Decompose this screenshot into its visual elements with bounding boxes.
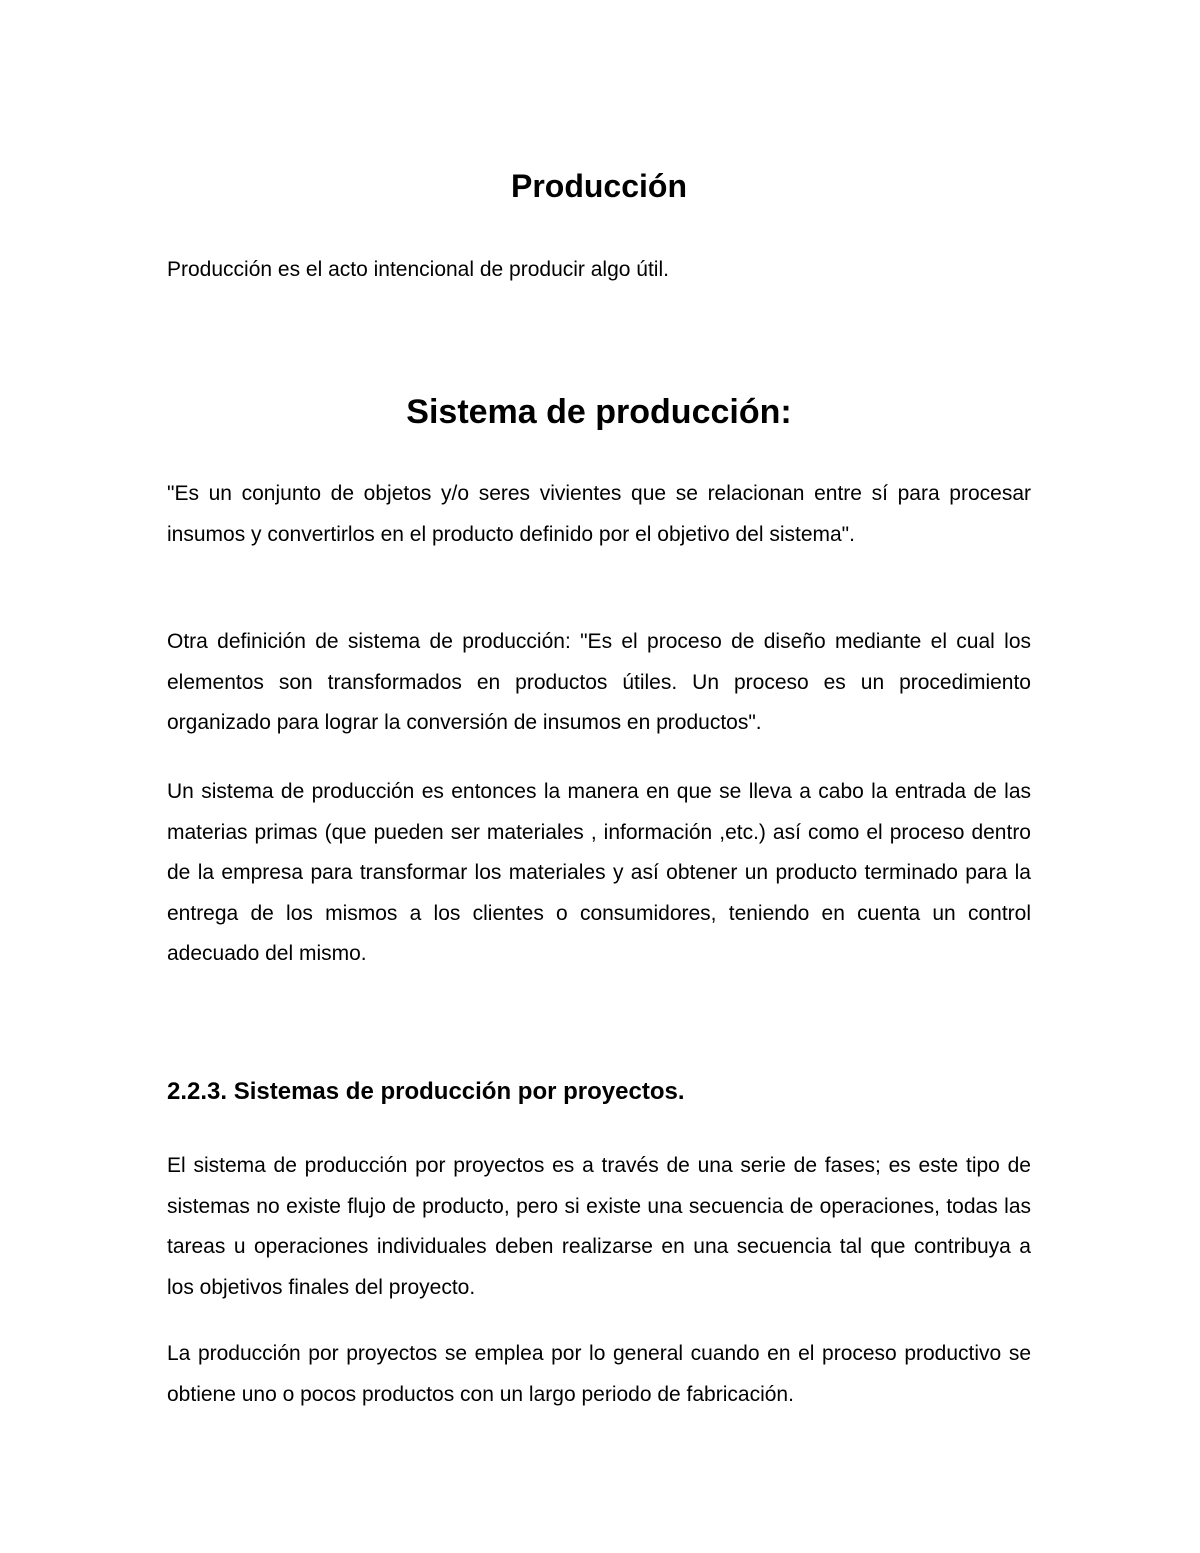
section-paragraph-1: "Es un conjunto de objetos y/o seres vivientes que se relacionan entre sí para procesar insumos y convertirlos en el producto definido por el objetivo del sistema". <box>167 482 1031 546</box>
document-title: Producción <box>510 168 687 204</box>
section-paragraph-3: Un sistema de producción es entonces la manera en que se lleva a cabo la entrada de las materias primas (que pueden ser materiales , información ,etc.) así como el proceso dentro de la empresa para transformar los materiales y así obtener un producto terminado para la entrega de los mismos a los clientes o consumidores, teniendo en cuenta un control adecuado del mismo. <box>167 780 1031 965</box>
subsection-paragraph-2: La producción por proyectos se emplea por lo general cuando en el proceso productivo se obtiene uno o pocos productos con un largo periodo de fabricación. <box>167 1342 1031 1406</box>
subsection-paragraph-1: El sistema de producción por proyectos es a través de una serie de fases; es este tipo de sistemas no existe flujo de producto, pero si existe una secuencia de operaciones, todas las tareas u operaciones individuales deben realizarse en una secuencia tal que contribuya a los objetivos finales del proyecto. <box>167 1154 1031 1299</box>
intro-paragraph: Producción es el acto intencional de producir algo útil. <box>167 258 669 281</box>
section-paragraph-2: Otra definición de sistema de producción: "Es el proceso de diseño mediante el cual los elementos son transformados en productos útiles. Un proceso es un procedimiento organizado para lograr la conversión de insumos en productos". <box>167 630 1031 734</box>
subsection-title: 2.2.3. Sistemas de producción por proyectos. <box>167 1078 685 1105</box>
section-title: Sistema de producción: <box>406 393 792 431</box>
